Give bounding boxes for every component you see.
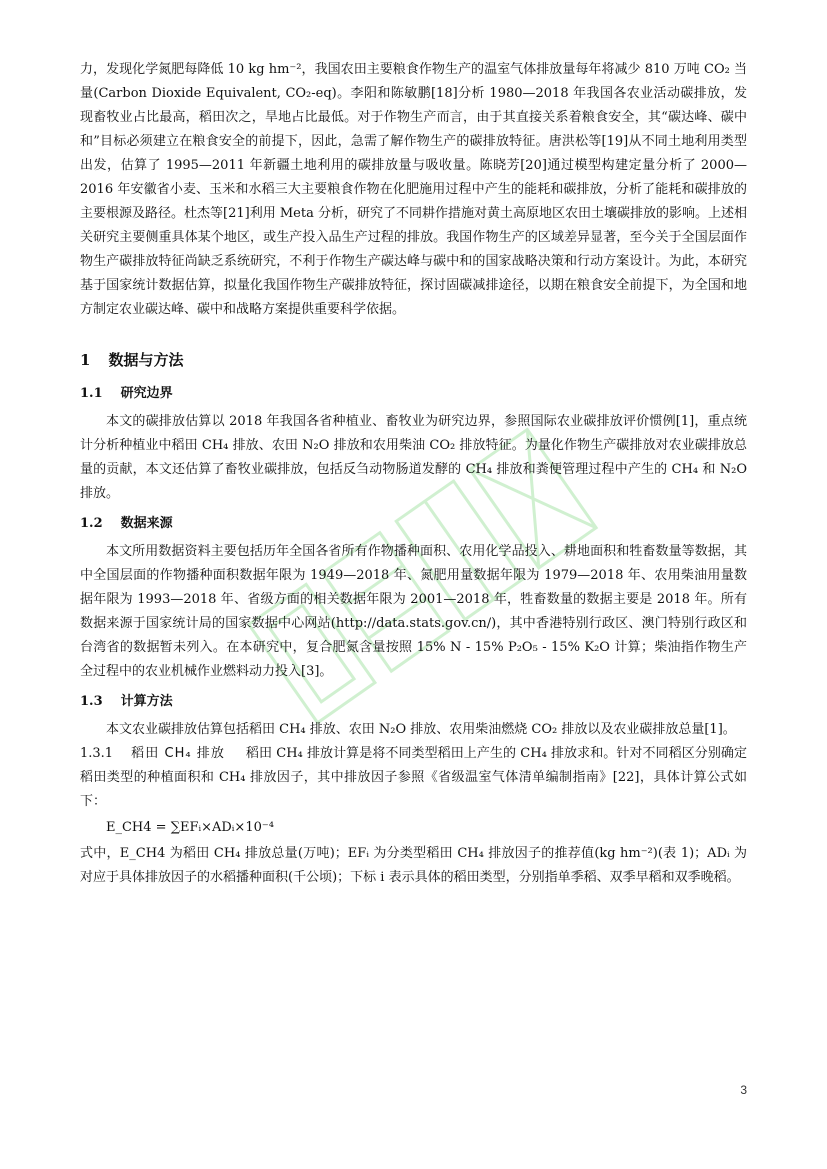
- heading-number: 1.3.1: [80, 746, 114, 761]
- paragraph-equation-notes: 式中，E_CH4 为稻田 CH₄ 排放总量(万吨)；EFᵢ 为分类型稻田 CH₄ 排放因子的推荐值(kg hm⁻²)(表 1)；ADᵢ 为对应于具体排放因子的水稻播种面积(千公顷)；下标 i 表示具体的稻田类型，分别指单季稻、双季早稻和双季晚稻。: [80, 846, 747, 885]
- paragraph-intro: 力，发现化学氮肥每降低 10 kg hm⁻²，我国农田主要粮食作物生产的温室气体排放量每年将减少 810 万吨 CO₂ 当量(Carbon Dioxide Equivalent, CO₂-eq)。李阳和陈敏鹏[18]分析 1980—2018 年我国各农业活动碳排放，发现畜牧业占比最高，稻田次之，旱地占比最低。对于作物生产而言，由于其直接关系着粮食安全，其“碳达峰、碳中和”目标必须建立在粮食安全的前提下，因此，急需了解作物生产的碳排放特征。唐洪松等[19]从不同土地利用类型出发，估算了 1995—2011 年新疆土地利用的碳排放量与吸收量。陈晓芳[20]通过模型构建定量分析了 2000—2016 年安徽省小麦、玉米和水稻三大主要粮食作物在化肥施用过程中产生的能耗和碳排放，分析了能耗和碳排放的主要根源及路径。杜杰等[21]利用 Meta 分析，研究了不同耕作措施对黄土高原地区农田土壤碳排放的影响。上述相关研究主要侧重具体某个地区，或生产投入品生产过程的排放。我国作物生产的区域差异显著，至今关于全国层面作物生产碳排放特征尚缺乏系统研究，不利于作物生产碳达峰与碳中和的国家战略决策和行动方案设计。为此，本研究基于国家统计数据估算，拟量化我国作物生产碳排放特征，探讨固碳减排途径，以期在粮食安全前提下，为全国和地方制定农业碳达峰、碳中和战略方案提供重要科学依据。: [80, 62, 747, 317]
- paragraph-research-boundary: 本文的碳排放估算以 2018 年我国各省种植业、畜牧业为研究边界，参照国际农业碳排放评价惯例[1]，重点统计分析种植业中稻田 CH₄ 排放、农田 N₂O 排放和农用柴油 CO₂ 排放特征。为量化作物生产碳排放对农业碳排放总量的贡献，本文还估算了畜牧业碳排放，包括反刍动物肠道发酵的 CH₄ 排放和粪便管理过程中产生的 CH₄ 和 N₂O 排放。: [80, 414, 747, 501]
- paragraph-data-source: 本文所用数据资料主要包括历年全国各省所有作物播种面积、农用化学品投入、耕地面积和牲畜数量等数据，其中全国层面的作物播种面积数据年限为 1949—2018 年、氮肥用量数据年限为 1979—2018 年、农用柴油用量数据年限为 1993—2018 年、省级方面的相关数据年限为 2001—2018 年，牲畜数量的数据主要是 2018 年。所有数据来源于国家统计局的国家数据中心网站(http://data.stats.gov.cn/)，其中香港特别行政区、澳门特别行政区和台湾省的数据暂未列入。在本研究中，复合肥氮含量按照 15% N - 15% P₂O₅ - 15% K₂O 计算；柴油指作物生产全过程中的农业机械作业燃料动力投入[3]。: [80, 544, 747, 679]
- heading-text: 数据与方法: [108, 351, 184, 369]
- heading-number: 1.3: [80, 694, 103, 709]
- heading-text: 数据来源: [120, 516, 173, 531]
- subsection-lead: 稻田 CH₄ 排放: [131, 746, 225, 761]
- section-heading-1-2: [80, 512, 747, 536]
- heading-text: 研究边界: [120, 386, 173, 401]
- heading-number: 1.2: [80, 516, 103, 531]
- page-number: 3: [740, 1083, 747, 1097]
- section-heading-1-1: [80, 382, 747, 406]
- heading-number: 1.1: [80, 386, 103, 401]
- heading-text: 计算方法: [120, 694, 173, 709]
- section-heading-1-3: [80, 690, 747, 714]
- paragraph-calc-method: 本文农业碳排放估算包括稻田 CH₄ 排放、农田 N₂O 排放、农用柴油燃烧 CO₂ 排放以及农业碳排放总量[1]。: [106, 722, 736, 737]
- equation: E_CH4 = ∑EFᵢ×ADᵢ×10⁻⁴: [106, 820, 274, 835]
- section-heading-1: [80, 348, 747, 372]
- heading-number: 1: [80, 351, 91, 369]
- page-content: [80, 58, 747, 890]
- paragraph-text: 稻田 CH₄ 排放计算是将不同类型稻田上产生的 CH₄ 排放求和。针对不同稻区分别确定稻田类型的种植面积和 CH₄ 排放因子，其中排放因子参照《省级温室气体清单编制指南》[22]，具体计算公式如下：: [80, 746, 747, 809]
- paragraph-rice-ch4: [80, 742, 747, 814]
